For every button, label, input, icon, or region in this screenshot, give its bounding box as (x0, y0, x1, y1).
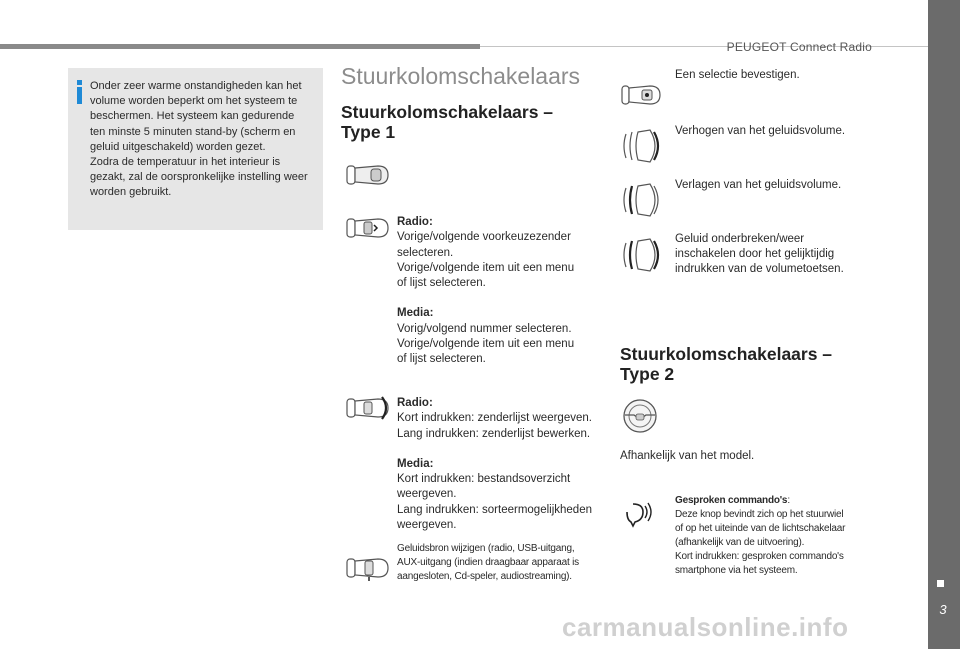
top-bar (0, 44, 480, 49)
watermark: carmanualsonline.info (562, 612, 849, 642)
type1-item-3: Geluidsbron wijzigen (radio, USB-uitgang, AUX-uitgang (indien draagbaar apparaat is aangesloten, Cd-speler, audiostreaming). (397, 543, 579, 582)
voice-label: Gesproken commando's (675, 495, 788, 506)
stalk-confirm-icon (620, 80, 664, 110)
running-header: PEUGEOT Connect Radio (726, 40, 872, 54)
volume-up-text: Verhogen van het geluidsvolume. (675, 125, 846, 137)
steering-wheel-icon (622, 398, 658, 434)
type2-model-text: Afhankelijk van het model. (620, 450, 755, 462)
voice-command-icon (623, 498, 657, 528)
stalk-end-icon (344, 393, 392, 423)
stalk-volume-down-icon (620, 180, 664, 220)
radio-text: Vorige/volgende voorkeuzezender selecteren. Vorige/volgende item uit een menu of lijst selecteren. (397, 231, 575, 290)
radio-label: Radio: (397, 216, 433, 229)
stalk-button-icon (344, 213, 392, 243)
voice-text: Deze knop bevindt zich op het stuurwiel of op het uiteinde van de lichtschakelaar (afhankelijk van de uitvoering). Kort indrukken: gesproken commando's smartphone via het systeem. (675, 509, 846, 576)
type1-item-1 (397, 200, 597, 382)
radio-label: Radio: (397, 397, 433, 410)
stalk-volume-up-icon (620, 126, 664, 166)
voice-command-block (675, 480, 875, 592)
side-band (928, 0, 960, 649)
type1-item-2 (397, 381, 602, 548)
stalk-thumbwheel-icon (344, 553, 392, 583)
radio-text: Kort indrukken: zenderlijst weergeven. Lang indrukken: zenderlijst bewerken. (397, 412, 592, 440)
mute-text: Geluid onderbreken/weer inschakelen door het gelijktijdig indrukken van de volumetoetsen. (675, 233, 844, 276)
voice-label-suffix: : (787, 495, 790, 506)
media-text: Kort indrukken: bestandsoverzicht weergeven. Lang indrukken: sorteermogelijkheden weergeven. (397, 473, 592, 531)
volume-down-text: Verlagen van het geluidsvolume. (675, 179, 842, 191)
page-marker (937, 580, 944, 587)
stalk-mute-icon (620, 235, 664, 275)
media-label: Media: (397, 458, 434, 471)
info-icon (77, 80, 82, 104)
info-text: Onder zeer warme onstandigheden kan het volume worden beperkt om het systeem te beschermen. Het systeem kan gedurende ten minste 5 minuten stand-by (scherm en geluid uitgeschakeld) worden gezet. Zodra de temperatuur in het interieur is gezakt, zal de oorspronkelijke instelling weer worden gebruikt. (90, 80, 308, 199)
stalk-icon (344, 160, 392, 190)
confirm-text: Een selectie bevestigen. (675, 69, 800, 81)
type1-title: Stuurkolomschakelaars – Type 1 (341, 102, 554, 142)
page-number: 3 (939, 602, 947, 617)
media-text: Vorig/volgend nummer selecteren. Vorige/volgende item uit een menu of lijst selecteren. (397, 322, 575, 366)
info-box (68, 68, 323, 230)
media-label: Media: (397, 307, 434, 320)
type2-title: Stuurkolomschakelaars – Type 2 (620, 344, 833, 384)
section-title: Stuurkolomschakelaars (341, 63, 581, 89)
